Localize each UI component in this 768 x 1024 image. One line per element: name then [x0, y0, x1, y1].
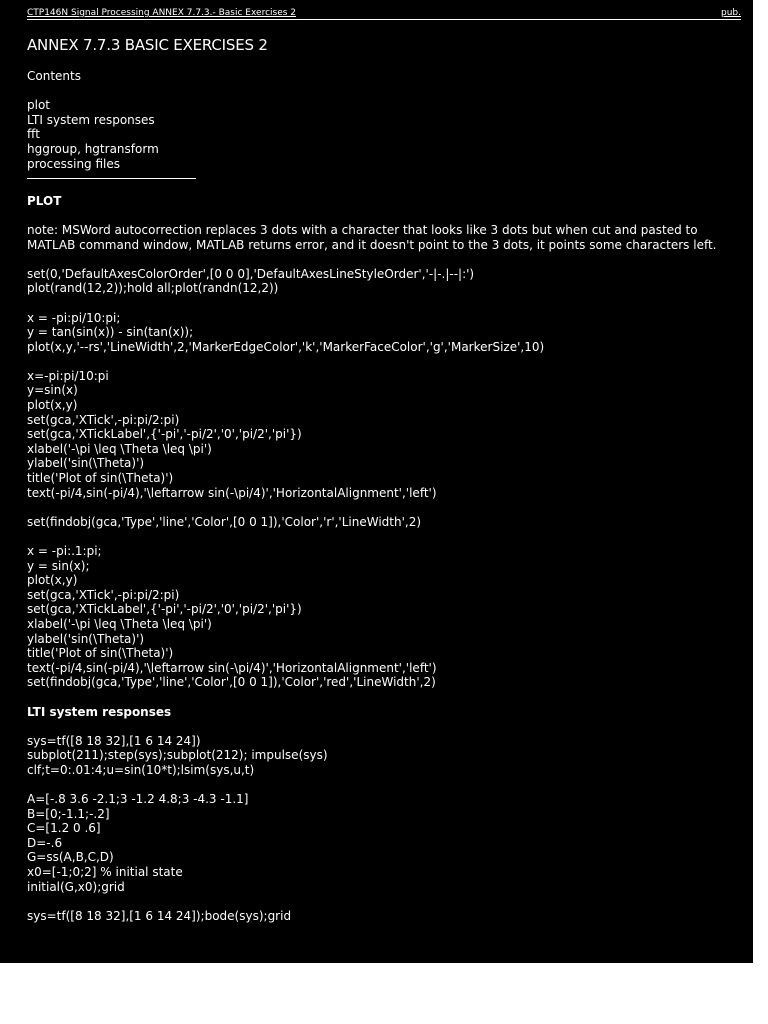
autocorrect-note: note: MSWord autocorrection replaces 3 dots with a character that looks like 3 dots but when cut and pasted to MATLAB command window, MATLAB returns error, and it doesn't point to the 3 dots, it points some characters left. — [27, 222, 717, 252]
toc-link-plot[interactable]: plot — [27, 98, 50, 113]
code-line: x = -pi:pi/10:pi; — [27, 310, 121, 325]
code-line: plot(rand(12,2));hold all;plot(randn(12,2)) — [27, 281, 279, 296]
code-line: text(-pi/4,sin(-pi/4),'\leftarrow sin(-\pi/4)','HorizontalAlignment','left') — [27, 660, 437, 675]
code-line: set(findobj(gca,'Type','line','Color',[0 0 1]),'Color','r','LineWidth',2) — [27, 514, 422, 529]
code-line: y = tan(sin(x)) - sin(tan(x)); — [27, 325, 194, 340]
code-line: y = sin(x); — [27, 558, 90, 573]
toc-link-fft[interactable]: fft — [27, 127, 40, 142]
code-line: ylabel('sin(\Theta)') — [27, 456, 145, 471]
code-line: subplot(211);step(sys);subplot(212); impulse(sys) — [27, 748, 328, 763]
lti-code-block — [27, 909, 747, 924]
code-line: set(findobj(gca,'Type','line','Color',[0 0 1]),'Color','red','LineWidth',2) — [27, 675, 436, 690]
running-header — [27, 8, 741, 20]
code-line: sys=tf([8 18 32],[1 6 14 24]) — [27, 733, 201, 748]
lti-code-blocks — [27, 734, 747, 924]
divider-rule — [27, 171, 196, 179]
code-line: plot(x,y) — [27, 573, 78, 588]
toc-link-lti[interactable]: LTI system responses — [27, 112, 155, 127]
code-line: clf;t=0:.01:4;u=sin(10*t);lsim(sys,u,t) — [27, 762, 255, 777]
code-line: x=-pi:pi/10:pi — [27, 368, 109, 383]
code-line: B=[0;-1.1;-.2] — [27, 806, 110, 821]
code-line: set(0,'DefaultAxesColorOrder',[0 0 0],'DefaultAxesLineStyleOrder','-|-.|--|:') — [27, 266, 475, 281]
plot-code-block — [27, 311, 747, 355]
section-heading-lti: LTI system responses — [27, 704, 172, 719]
plot-code-block — [27, 544, 747, 690]
code-line: plot(x,y,'--rs','LineWidth',2,'MarkerEdgeColor','k','MarkerFaceColor','g','MarkerSize',10) — [27, 339, 545, 354]
code-line: C=[1.2 0 .6] — [27, 821, 101, 836]
code-line: x0=[-1;0;2] % initial state — [27, 865, 183, 880]
code-line: xlabel('-\pi \leq \Theta \leq \pi') — [27, 441, 212, 456]
code-line: plot(x,y) — [27, 398, 78, 413]
code-line: G=ss(A,B,C,D) — [27, 850, 114, 865]
plot-code-block — [27, 369, 747, 500]
code-line: D=-.6 — [27, 835, 63, 850]
code-line: xlabel('-\pi \leq \Theta \leq \pi') — [27, 616, 212, 631]
code-line: title('Plot of sin(\Theta)') — [27, 646, 174, 661]
code-line: set(gca,'XTickLabel',{'-pi','-pi/2','0','pi/2','pi'}) — [27, 427, 302, 442]
code-line: initial(G,x0);grid — [27, 879, 125, 894]
document-body — [27, 69, 747, 923]
plot-code-blocks — [27, 267, 747, 690]
header-pub-link[interactable]: pub. — [721, 8, 741, 18]
contents-label: Contents — [27, 69, 81, 83]
toc-link-hggroup[interactable]: hggroup, hgtransform — [27, 141, 159, 156]
code-line: set(gca,'XTickLabel',{'-pi','-pi/2','0','pi/2','pi'}) — [27, 602, 302, 617]
plot-code-block — [27, 515, 747, 530]
plot-code-block — [27, 267, 747, 296]
code-line: A=[-.8 3.6 -2.1;3 -1.2 4.8;3 -4.3 -1.1] — [27, 792, 249, 807]
lti-code-block — [27, 792, 747, 894]
table-of-contents — [27, 98, 747, 171]
section-heading-plot: PLOT — [27, 193, 62, 208]
code-line: title('Plot of sin(\Theta)') — [27, 471, 174, 486]
header-title-link[interactable]: CTP146N Signal Processing ANNEX 7.7.3.- Basic Exercises 2 — [27, 8, 297, 18]
code-line: sys=tf([8 18 32],[1 6 14 24]);bode(sys);grid — [27, 908, 292, 923]
lti-code-block — [27, 734, 747, 778]
page-title: ANNEX 7.7.3 BASIC EXERCISES 2 — [27, 36, 268, 54]
code-line: ylabel('sin(\Theta)') — [27, 631, 145, 646]
code-line: set(gca,'XTick',-pi:pi/2:pi) — [27, 587, 180, 602]
code-line: set(gca,'XTick',-pi:pi/2:pi) — [27, 412, 180, 427]
code-line: y=sin(x) — [27, 383, 78, 398]
code-line: text(-pi/4,sin(-pi/4),'\leftarrow sin(-\pi/4)','HorizontalAlignment','left') — [27, 485, 437, 500]
code-line: x = -pi:.1:pi; — [27, 544, 102, 558]
toc-link-processing-files[interactable]: processing files — [27, 156, 121, 171]
